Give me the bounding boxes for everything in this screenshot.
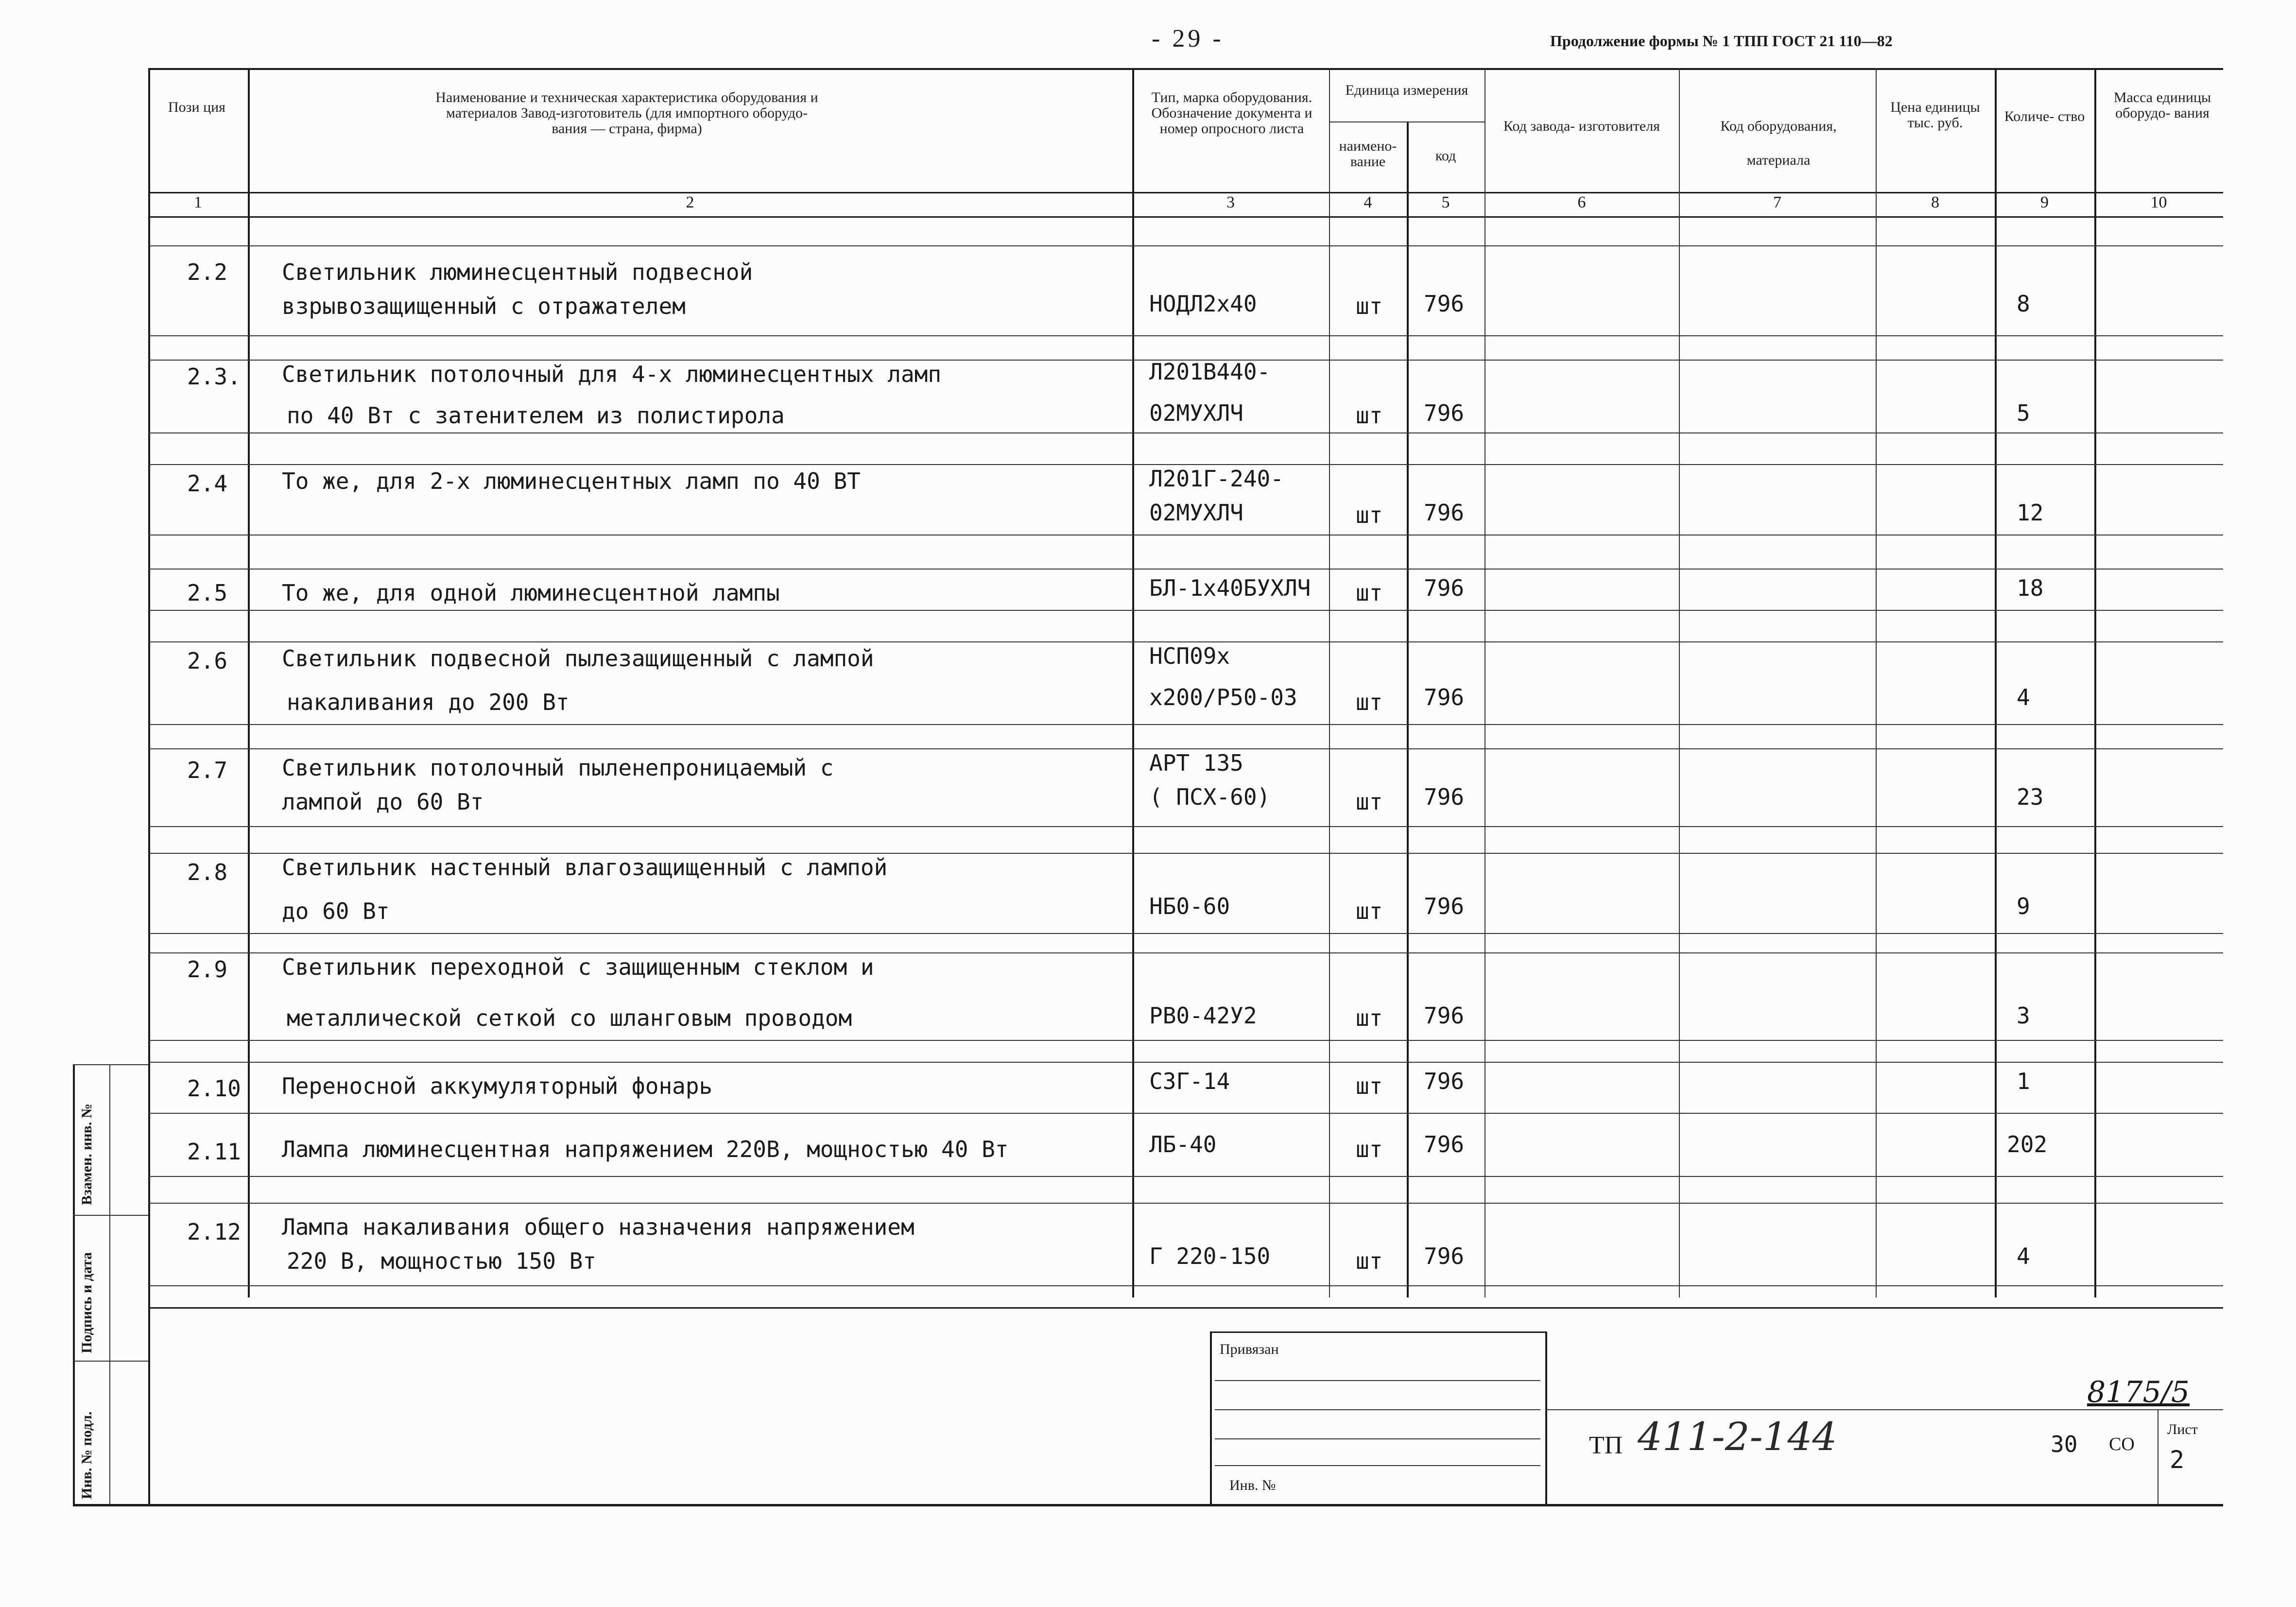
row-quantity: 4 xyxy=(2017,684,2030,710)
row-unit: шт xyxy=(1356,1073,1383,1099)
row-unit-code: 796 xyxy=(1424,684,1465,710)
column-number: 7 xyxy=(1773,193,1781,211)
row-unit: шт xyxy=(1356,580,1383,606)
row-name-line2: до 60 Вт xyxy=(282,898,390,924)
form-header: Продолжение формы № 1 ТПП ГОСТ 21 110—82 xyxy=(1550,32,1893,50)
header-position: Пози ция xyxy=(168,99,225,115)
row-name-line1: Светильник потолочный для 4-х люминесцентных ламп xyxy=(282,361,942,387)
row-name-line1: Светильник люминесцентный подвесной xyxy=(282,259,753,285)
header-unit-name: наимено- вание xyxy=(1339,138,1397,170)
row-position: 2.12 xyxy=(187,1219,241,1245)
stamp-co: СО xyxy=(2109,1434,2135,1454)
row-quantity: 202 xyxy=(2007,1131,2048,1158)
page-number: - 29 - xyxy=(1152,25,1224,52)
stamp-inv-no: Инв. № xyxy=(1229,1477,1276,1493)
row-type-line2: х200/Р50-03 xyxy=(1149,684,1297,710)
row-unit-code: 796 xyxy=(1424,575,1465,601)
doc-code: ТП xyxy=(1589,1432,1623,1459)
album: 30 xyxy=(2051,1431,2078,1457)
row-quantity: 12 xyxy=(2017,500,2044,526)
row-position: 2.8 xyxy=(187,859,228,885)
row-unit: шт xyxy=(1356,898,1383,924)
row-unit: шт xyxy=(1356,502,1383,528)
row-unit: шт xyxy=(1356,402,1383,429)
row-position: 2.2 xyxy=(187,259,228,285)
row-name-line1: Переносной аккумуляторный фонарь xyxy=(282,1073,713,1099)
side-label-inv-podl: Инв. № подл. xyxy=(79,1411,95,1499)
row-name-line1: Светильник потолочный пыленепроницаемый с xyxy=(282,755,834,781)
list-number: 2 xyxy=(2170,1446,2185,1474)
row-unit-code: 796 xyxy=(1424,784,1465,810)
row-type-line2: СЗГ-14 xyxy=(1149,1068,1230,1094)
row-quantity: 8 xyxy=(2017,291,2030,317)
row-type-line2: БЛ-1х40БУХЛЧ xyxy=(1149,575,1311,601)
header-plant-code: Код завода- изготовителя xyxy=(1503,118,1660,134)
stamp-privyazan: Привязан xyxy=(1220,1341,1279,1357)
column-number: 5 xyxy=(1441,193,1450,211)
row-unit-code: 796 xyxy=(1424,291,1465,317)
row-type-line1: Л201В440- xyxy=(1149,359,1271,385)
row-quantity: 3 xyxy=(2017,1002,2030,1029)
row-unit-code: 796 xyxy=(1424,1068,1465,1094)
row-unit: шт xyxy=(1356,1248,1383,1274)
header-type: Тип, марка оборудования. Обозначение документа и номер опросного листа xyxy=(1151,89,1312,137)
row-quantity: 9 xyxy=(2017,893,2030,919)
row-name-line2: лампой до 60 Вт xyxy=(282,789,484,815)
row-name-line1: Светильник подвесной пылезащищенный с лампой xyxy=(282,645,874,672)
row-name-line1: Светильник переходной с защищенным стеклом и xyxy=(282,954,874,980)
row-quantity: 23 xyxy=(2017,784,2044,810)
row-type-line2: Г 220-150 xyxy=(1149,1243,1271,1269)
row-name-line2: накаливания до 200 Вт xyxy=(287,689,570,715)
row-position: 2.3. xyxy=(187,363,241,390)
side-label-podpis: Подпись и дата xyxy=(79,1252,95,1353)
row-position: 2.6 xyxy=(187,648,228,674)
column-number: 8 xyxy=(1931,193,1939,211)
header-unit-code: код xyxy=(1435,148,1456,164)
row-type-line2: РВ0-42У2 xyxy=(1149,1002,1257,1029)
header-equipment-code: Код оборудования, материала xyxy=(1720,118,1837,168)
column-number: 6 xyxy=(1577,193,1586,211)
row-position: 2.4 xyxy=(187,470,228,497)
header-price: Цена единицы тыс. руб. xyxy=(1890,99,1980,131)
list-label: Лист xyxy=(2167,1421,2198,1437)
row-unit: шт xyxy=(1356,293,1383,319)
row-name-line2: металлической сеткой со шланговым проводом xyxy=(287,1005,852,1031)
column-number: 4 xyxy=(1364,193,1372,211)
header-mass: Масса единицы оборудо- вания xyxy=(2113,89,2211,121)
header-quantity: Количе- ство xyxy=(2004,108,2085,124)
row-name-line2: взрывозащищенный с отражателем xyxy=(282,293,686,319)
row-name-line2: по 40 Вт с затенителем из полистирола xyxy=(287,402,785,429)
row-quantity: 5 xyxy=(2017,400,2030,426)
row-unit-code: 796 xyxy=(1424,500,1465,526)
row-position: 2.10 xyxy=(187,1075,241,1102)
column-number: 1 xyxy=(194,193,202,211)
row-name-line1: Светильник настенный влагозащищенный с лампой xyxy=(282,854,888,881)
doc-number: 411-2-144 xyxy=(1638,1414,1837,1459)
column-number: 10 xyxy=(2150,193,2167,211)
row-position: 2.11 xyxy=(187,1139,241,1165)
row-unit-code: 796 xyxy=(1424,1131,1465,1158)
row-unit: шт xyxy=(1356,689,1383,715)
side-label-vzamen: Взамен. инв. № xyxy=(79,1103,95,1205)
row-unit: шт xyxy=(1356,1005,1383,1031)
row-quantity: 1 xyxy=(2017,1068,2030,1094)
header-name: Наименование и техническая характеристика оборудования и материалов Завод-изготовитель (для импортного оборудо- вания — страна, фирма) xyxy=(435,89,818,137)
row-type-line2: НБ0-60 xyxy=(1149,893,1230,919)
row-type-line2: НОДЛ2х40 xyxy=(1149,291,1257,317)
column-number: 9 xyxy=(2040,193,2049,211)
row-quantity: 4 xyxy=(2017,1243,2030,1269)
row-name-line1: То же, для одной люминесцентной лампы xyxy=(282,580,780,606)
row-unit-code: 796 xyxy=(1424,1002,1465,1029)
row-unit-code: 796 xyxy=(1424,1243,1465,1269)
row-unit-code: 796 xyxy=(1424,400,1465,426)
row-position: 2.7 xyxy=(187,757,228,783)
row-type-line2: ( ПСХ-60) xyxy=(1149,784,1271,810)
row-quantity: 18 xyxy=(2017,575,2044,601)
row-position: 2.5 xyxy=(187,580,228,606)
row-type-line2: 02МУХЛЧ xyxy=(1149,500,1243,526)
row-unit: шт xyxy=(1356,789,1383,815)
row-type-line2: 02МУХЛЧ xyxy=(1149,400,1243,426)
row-type-line1: Л201Г-240- xyxy=(1149,466,1284,492)
column-number: 3 xyxy=(1226,193,1235,211)
row-position: 2.9 xyxy=(187,956,228,983)
row-unit-code: 796 xyxy=(1424,893,1465,919)
row-name-line1: То же, для 2-х люминесцентных ламп по 40 ВТ xyxy=(282,468,861,494)
row-unit: шт xyxy=(1356,1136,1383,1162)
row-name-line2: 220 В, мощностью 150 Вт xyxy=(287,1248,596,1274)
column-number: 2 xyxy=(686,193,694,211)
album-number: 8175/5 xyxy=(2087,1375,2190,1409)
header-unit-group: Единица измерения xyxy=(1345,82,1468,98)
row-name-line1: Лампа люминесцентная напряжением 220В, мощностью 40 Вт xyxy=(282,1136,1009,1162)
row-type-line1: НСП09х xyxy=(1149,643,1230,669)
row-type-line1: АРТ 135 xyxy=(1149,750,1243,776)
row-type-line2: ЛБ-40 xyxy=(1149,1131,1217,1158)
row-name-line1: Лампа накаливания общего назначения напряжением xyxy=(282,1214,915,1240)
